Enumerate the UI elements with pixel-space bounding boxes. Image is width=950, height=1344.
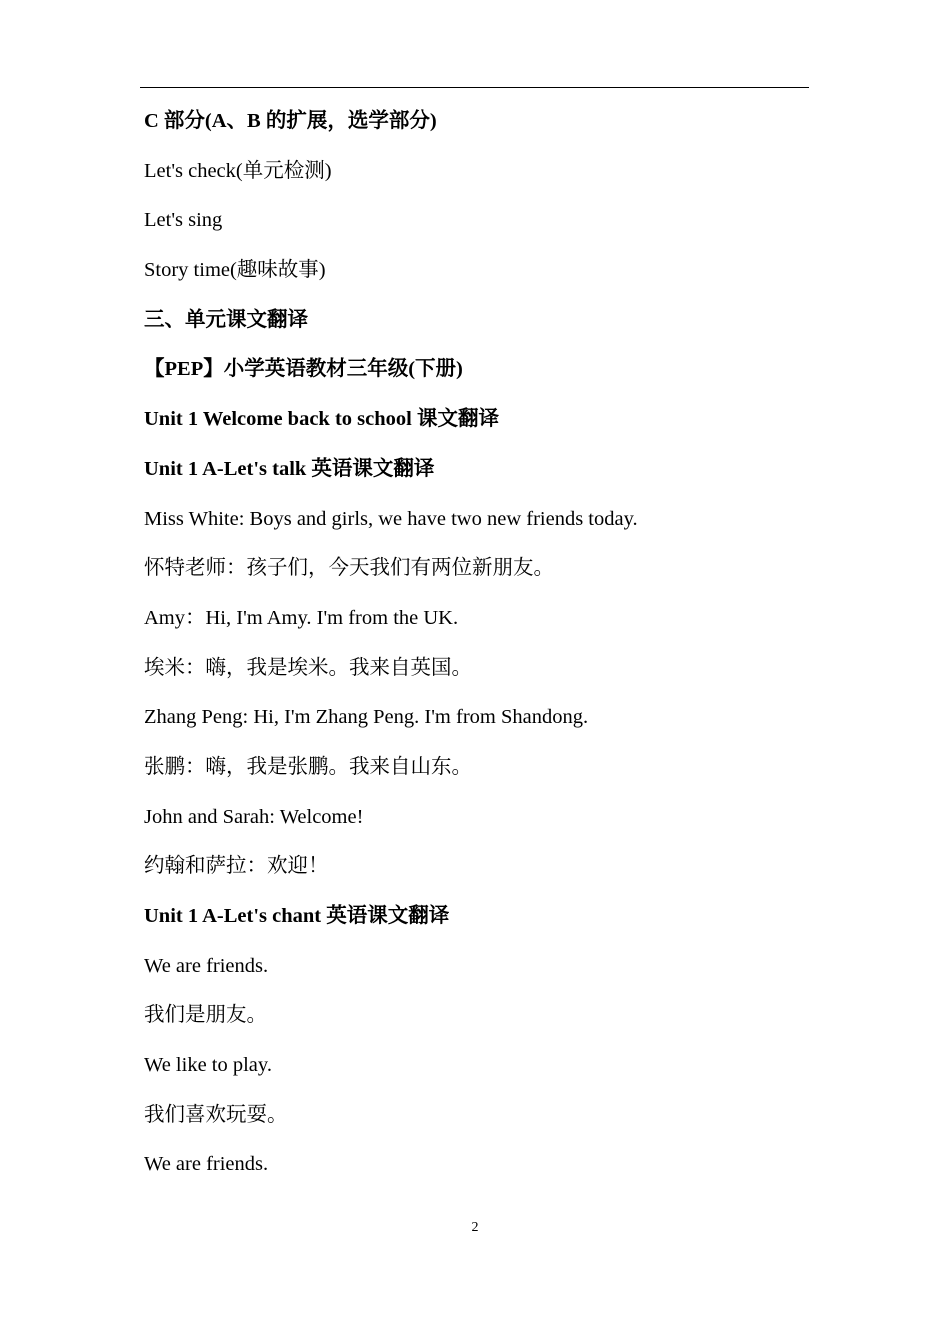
text-line-lets-check: Let's check(单元检测)	[144, 159, 332, 182]
text-line-story-time: Story time(趣味故事)	[144, 259, 326, 282]
dialogue-line-english: Zhang Peng: Hi, I'm Zhang Peng. I'm from Shandong.	[144, 706, 589, 729]
text-line-lets-sing: Let's sing	[144, 209, 223, 232]
chant-line-english: We are friends.	[144, 1153, 269, 1176]
section-heading-translation: 三、单元课文翻译	[144, 308, 308, 331]
textbook-title: 【PEP】小学英语教材三年级(下册)	[144, 358, 463, 381]
chant-line-chinese: 我们是朋友。	[144, 1004, 267, 1027]
page-number: 2	[471, 1220, 479, 1235]
document-body	[144, 104, 824, 1197]
dialogue-line-english: Amy：Hi, I'm Amy. I'm from the UK.	[144, 606, 459, 629]
unit-title: Unit 1 Welcome back to school 课文翻译	[144, 408, 499, 431]
dialogue-line-chinese: 张鹏：嗨，我是张鹏。我来自山东。	[144, 755, 472, 778]
subheading-lets-chant: Unit 1 A-Let's chant 英语课文翻译	[144, 905, 450, 927]
dialogue-line-chinese: 怀特老师：孩子们，今天我们有两位新朋友。	[144, 557, 554, 580]
section-heading-part-c: C 部分(A、B 的扩展，选学部分)	[144, 110, 437, 132]
dialogue-line-chinese: 埃米：嗨，我是埃米。我来自英国。	[144, 656, 472, 679]
chant-line-english: We like to play.	[144, 1054, 272, 1077]
dialogue-line-english: John and Sarah: Welcome!	[144, 805, 364, 828]
dialogue-line-english: Miss White: Boys and girls, we have two new friends today.	[144, 507, 638, 530]
chant-line-english: We are friends.	[144, 954, 269, 977]
header-rule	[140, 87, 809, 88]
dialogue-line-chinese: 约翰和萨拉：欢迎！	[144, 855, 329, 878]
chant-line-chinese: 我们喜欢玩耍。	[144, 1103, 288, 1126]
subheading-lets-talk: Unit 1 A-Let's talk 英语课文翻译	[144, 457, 435, 480]
